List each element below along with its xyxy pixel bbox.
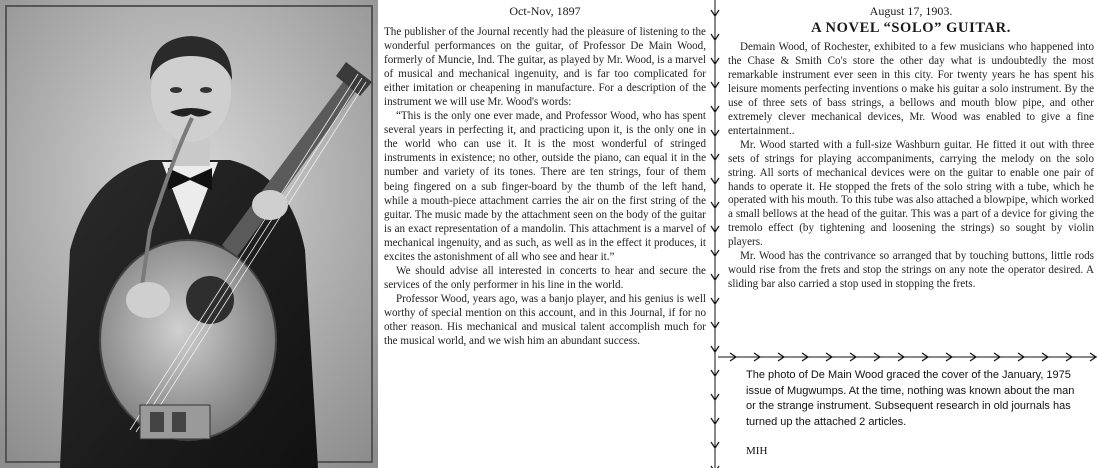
- article-paragraph: Mr. Wood started with a full-size Washburn guitar. He fitted it out with three sets of strings for playing accompaniments, carrying the melody on the solo string. All sorts of mechanical devices were on the guitar to enable one pair of hands to operate it. He stopped the frets of the solo string with a tube, which he operated with his mouth. To this tube was also attached a blowpipe, which worked a small bellows at the head of the guitar. This was a part of a device for giving the tremolo effect (by tightening and loosening the strings) so sought by violin players.: [728, 138, 1094, 249]
- article-paragraph: Professor Wood, years ago, was a banjo player, and his genius is well worthy of special mention on this account, and in this Journal, if for no other reason. His mechanical and musical talent accomplish much for the musical world, and we wish him an abundant success.: [384, 292, 706, 348]
- article-1897: [384, 4, 706, 466]
- portrait-photo: [0, 0, 378, 468]
- article-1903: [728, 4, 1094, 354]
- article-paragraph: The publisher of the Journal recently had the pleasure of listening to the wonderful performances on the guitar, of Professor De Main Wood, formerly of Muncie, Ind. The guitar, as played by Mr. Wood, is a marvel of musical and mechanical ingenuity, and is far too complicated for either imitation or cheapening in manufacture. For a description of the instrument we will use Mr. Wood's words:: [384, 26, 706, 109]
- article-paragraph: “This is the only one ever made, and Professor Wood, who has spent several years in perfecting it, and practicing upon it, is the only one in the world who can use it. It is the most wonderful of stringed instruments in existence; no other, outside the piano, can equal it in the number and variety of its tones. There are ten strings, four of them being fingered on a sub finger-board by the thumb of the left hand, while a mouth-piece attachment carries the air on the first string of the guitar. The music made by the attachment seen on the body of the guitar is an exact representation of a mandolin. This attachment is a marvel of mechanical ingenuity, and as such, as well as in the effect it produces, it excites the astonishment of all who see and hear it.”: [384, 110, 706, 263]
- article-paragraph: Demain Wood, of Rochester, exhibited to a few musicians who happened into the Chase & Smith Co's store the other day what is undoubtedly the most remarkable instrument ever seen in this city. For twenty years he has spent his leisure moments perfecting inventions o make his guitar a solo instrument. By the use of three sets of bass strings, a bellows and mouth blow pipe, and other extremely clever mechanical devices, Mr. Wood was enabled to give a fine entertainment..: [728, 41, 1094, 137]
- horizontal-arrow-divider: [718, 352, 1097, 362]
- article-date: Oct-Nov, 1897: [509, 4, 581, 18]
- article-date: August 17, 1903.: [869, 4, 953, 18]
- vertical-arrow-divider: [710, 0, 720, 468]
- editor-note: [746, 368, 1086, 460]
- note-text: The photo of De Main Wood graced the cover of the January, 1975 issue of Mugwumps. At the time, nothing was known about the man or the strange instrument. Subsequent research in old journals has turned up the attached 2 articles.: [746, 369, 1075, 428]
- portrait-illustration: [0, 0, 378, 468]
- article-paragraph: Mr. Wood has the contrivance so arranged that by touching buttons, little rods would rise from the frets and stop the strings on any note the operator desired. A sliding bar also carried a stop used in stopping the frets.: [728, 250, 1094, 291]
- article-paragraph: We should advise all interested in concerts to hear and secure the services of the only performer in his line in the world.: [384, 264, 706, 291]
- note-signature: MIH: [746, 445, 768, 458]
- article-headline: A NOVEL “SOLO” GUITAR.: [811, 20, 1011, 36]
